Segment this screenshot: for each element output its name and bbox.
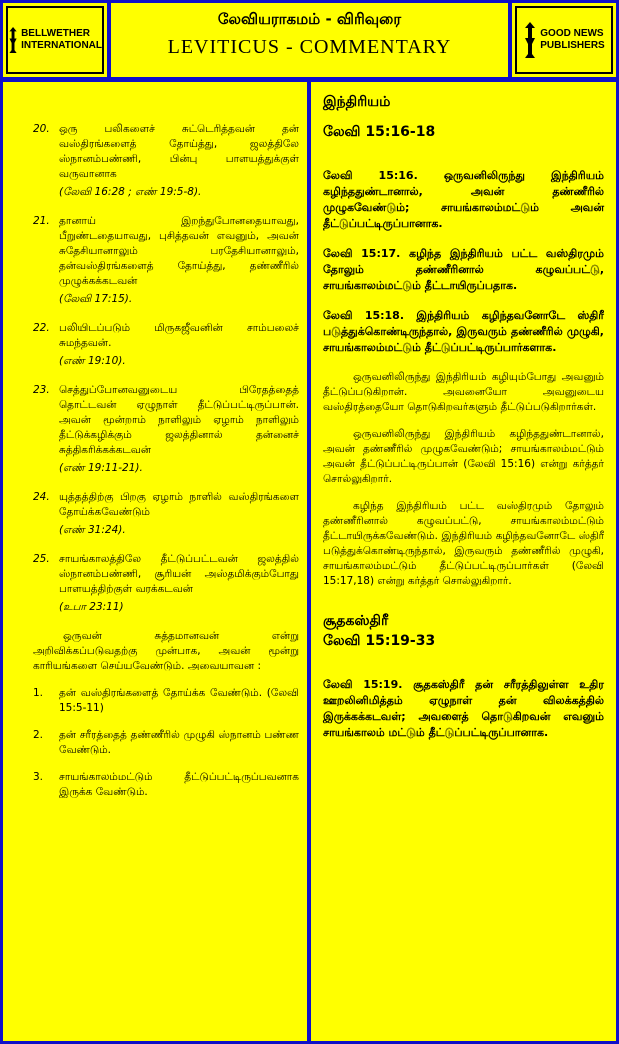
left-paragraph: ஒருவன் சுத்தமானவன் என்று அறிவிக்கப்படுவதற்கு முன்பாக, அவன் மூன்று காரியங்களை செய்யவேண்டும். அவையாவன :: [33, 630, 299, 672]
left-logo-box: [3, 3, 107, 77]
item-body: சாயங்காலத்திலே தீட்டுப்பட்டவன் ஜலத்தில் ஸ்நானம்பண்ணி, சூரியன் அஸ்தமிக்கும்போது பாளயத்திற்குள் வரக்கடவன்: [59, 553, 299, 595]
verse: லேவி 15:18. இந்திரியம் கழிந்தவனோடே ஸ்திரீ படுத்துக்கொண்டிருந்தால், இருவரும் தண்ணீரில் முழுகி, சாயங்காலம்மட்டும் தீட்டுப்பட்டிருப்பார்களாக.: [323, 309, 604, 354]
commentary-paragraph: ஒருவனிலிருந்து இந்திரியம் கழியும்போது அவனும் தீட்டுப்படுகிறான். அவனையோ அவனுடைய வஸ்திரத்தையோ தொடுகிறவர்களும் தீட்டுப்படுகிறார்கள்.: [323, 371, 604, 413]
item-body: செத்துப்போனவனுடைய பிரேதத்தைத் தொட்டவன் ஏழுநாள் தீட்டுப்பட்டிருப்பான். அவன் மூன்றாம் நாளிலும் ஏழாம் நாளிலும் தீட்டுக்கழிக்கும் ஜலத்தினால் தன்னைச் சுத்திகரிக்கக்கடவன்: [59, 384, 299, 456]
left-logo-line1: BELLWETHER: [21, 28, 90, 39]
right-logo-box: [512, 3, 616, 77]
sub-item-number: 3.: [33, 771, 44, 783]
list-item: [33, 552, 299, 615]
title-box: [111, 3, 508, 77]
commentary-paragraph: கழிந்த இந்திரியம் பட்ட வஸ்திரமும் தோலும் தண்ணீரினால் கழுவப்பட்டு, சாயங்காலம்மட்டும் தீட்டாயிருக்கவேண்டும். இந்திரியம் கழிந்தவனோடே ஸ்திரீ படுத்துக்கொண்டிருந்தால், இருவரும் தண்ணீரில் முழுகி, சாயங்காலம்மட்டும் தீட்டுப்பட்டிருப்பார்கள் (லேவி 15:17,18) என்று கர்த்தர் சொல்லுகிறார்.: [323, 500, 604, 587]
list-item: [33, 214, 299, 307]
item-reference: (லேவி 16:28 ; எண் 19:5-8).: [59, 186, 202, 198]
item-body: ஒரு பலிகளைச் சுட்டெரித்தவன் தன் வஸ்திரங்களைத் தோய்த்து, ஜலத்திலே ஸ்நானம்பண்ணி, பின்பு பாளயத்துக்குள் வருவானாக: [59, 123, 299, 180]
section-heading-1: இந்திரியம்: [323, 94, 391, 110]
commentary-paragraph: ஒருவனிலிருந்து இந்திரியம் கழிந்ததுண்டானால், அவன் தண்ணீரில் முழுகவேண்டும்; சாயங்காலம்மட்டும் அவன் தீட்டுப்பட்டிருப்பான் (லேவி 15:16) என்று கர்த்தர் சொல்லுகிறார்.: [323, 428, 604, 485]
section-heading-2: சூதகஸ்திரீ: [323, 613, 389, 629]
item-number: 22.: [33, 322, 50, 334]
sub-item-text: தன் வஸ்திரங்களைத் தோய்க்க வேண்டும். (லேவி 15:5-11): [59, 687, 299, 714]
item-text: [59, 383, 299, 476]
item-reference: (எண் 19:10).: [59, 355, 126, 367]
right-column: [311, 82, 616, 1041]
item-number: 25.: [33, 553, 50, 565]
numbered-list: [33, 122, 299, 615]
bellwether-logo-icon: [8, 20, 18, 60]
verse-15-19: லேவி 15:19. சூதகஸ்திரீ தன் சரீரத்திலுள்ள உதிர ஊறலினிமித்தம் ஏழுநாள் தன் விலக்கத்தில் இருக்கக்கடவள்; அவளைத் தொடுகிறவன் எவனும் சாயங்காலம் மட்டும் தீட்டுப்பட்டிருப்பானாக.: [323, 678, 604, 739]
item-body: தானாய் இறந்துபோனதையாவது, பீறுண்டதையாவது, புசித்தவன் எவனும், அவன் சுதேசியானாலும் பரதேசியானாலும், தன்வஸ்திரங்களைத் தோய்த்து, தண்ணீரில் முழுக்கக்கடவன்: [59, 215, 299, 287]
title-tamil: லேவியராகமம் - விரிவுரை: [217, 10, 402, 28]
left-logo-line2: INTERNATIONAL: [21, 40, 102, 51]
item-number: 20.: [33, 123, 50, 135]
item-reference: (உபா 23:11): [59, 601, 124, 613]
verses-block-1: [323, 168, 604, 356]
right-logo-line1: GOOD NEWS: [540, 28, 604, 39]
item-number: 23.: [33, 384, 50, 396]
list-item: [33, 383, 299, 476]
sub-item-number: 1.: [33, 687, 44, 699]
right-logo-line2: PUBLISHERS: [540, 40, 605, 51]
item-text: [59, 122, 299, 200]
list-item: [33, 321, 299, 369]
item-reference: (லேவி 17:15).: [59, 293, 133, 305]
verse: லேவி 15:17. கழிந்த இந்திரியம் பட்ட வஸ்திரமும் தோலும் தண்ணீரினால் கழுவப்பட்டு, சாயங்காலம்மட்டும் தீட்டாயிருப்பதாக.: [323, 247, 604, 292]
verse: லேவி 15:16. ஒருவனிலிருந்து இந்திரியம் கழிந்ததுண்டானால், அவன் தண்ணீரில் முழுகவேண்டும்; சாயங்காலம்மட்டும் அவன் தீட்டுப்பட்டிருப்பானாக.: [323, 169, 604, 230]
commentary-block: [323, 370, 604, 589]
item-reference: (எண் 19:11-21).: [59, 462, 143, 474]
item-number: 24.: [33, 491, 50, 503]
item-body: யுத்தத்திற்கு பிறகு ஏழாம் நாளில் வஸ்திரங்களை தோய்க்கவேண்டும்: [59, 491, 299, 518]
sub-list-item: [33, 686, 299, 716]
item-text: [59, 214, 299, 307]
sub-item-number: 2.: [33, 729, 44, 741]
item-text: [59, 321, 299, 369]
section-ref-2: லேவி 15:19-33: [323, 633, 436, 649]
sub-item-text: சாயங்காலம்மட்டும் தீட்டுப்பட்டிருப்பவனாக இருக்க வேண்டும்.: [59, 771, 299, 798]
sub-list-item: [33, 770, 299, 800]
section-ref-1: லேவி 15:16-18: [323, 124, 436, 140]
item-body: பலியிடப்படும் மிருகஜீவனின் சாம்பலைச் சுமந்தவன்.: [59, 322, 299, 349]
left-column: [3, 82, 307, 1041]
list-item: [33, 122, 299, 200]
sub-item-text: தன் சரீரத்தைத் தண்ணீரில் முழுகி ஸ்நானம் பண்ண வேண்டும்.: [59, 729, 299, 756]
item-reference: (எண் 31:24).: [59, 524, 126, 536]
item-text: [59, 552, 299, 615]
list-item: [33, 490, 299, 538]
sub-list: [33, 686, 299, 800]
item-text: [59, 490, 299, 538]
title-english: LEVITICUS - COMMENTARY: [167, 36, 452, 58]
sub-list-item: [33, 728, 299, 758]
item-number: 21.: [33, 215, 50, 227]
good-news-logo-icon: [523, 20, 537, 60]
